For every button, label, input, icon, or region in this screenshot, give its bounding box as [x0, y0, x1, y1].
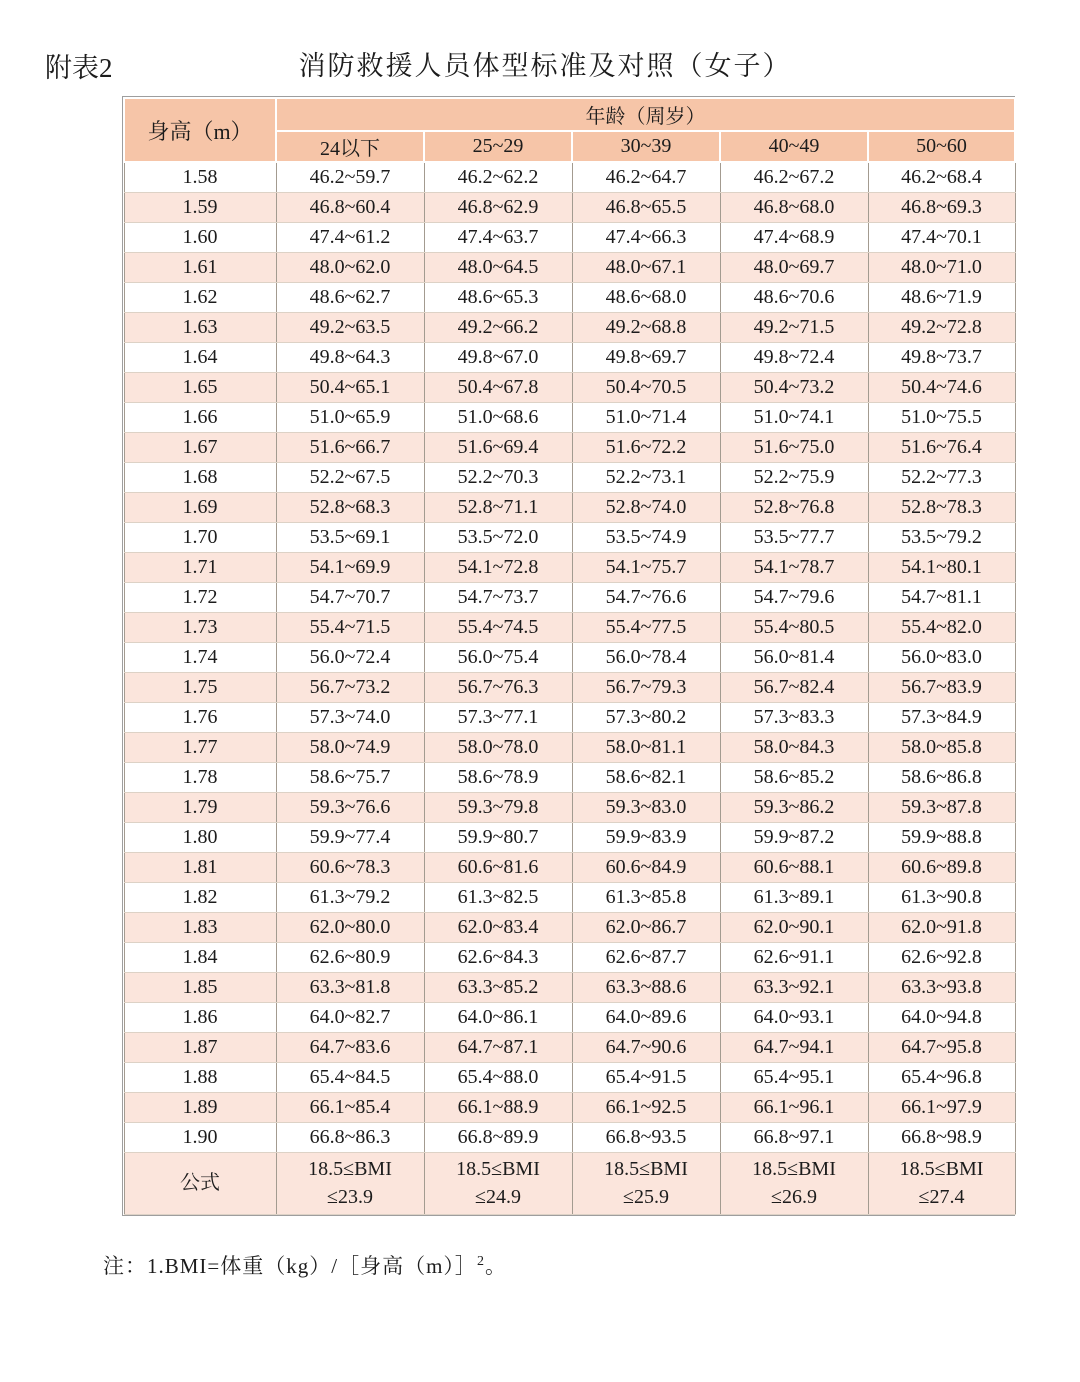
- weight-range-cell: 49.8~67.0: [424, 342, 572, 372]
- table-row: [124, 582, 1015, 612]
- weight-range-cell: 63.3~85.2: [424, 972, 572, 1002]
- weight-range-cell: 52.2~77.3: [868, 462, 1015, 492]
- weight-range-cell: 58.6~85.2: [720, 762, 868, 792]
- weight-range-cell: 49.8~69.7: [572, 342, 720, 372]
- height-cell: 1.66: [124, 402, 276, 432]
- weight-range-cell: 56.0~72.4: [276, 642, 424, 672]
- weight-range-cell: 47.4~63.7: [424, 222, 572, 252]
- weight-range-cell: 46.2~64.7: [572, 162, 720, 192]
- table-row: [124, 912, 1015, 942]
- table-row: [124, 402, 1015, 432]
- height-cell: 1.65: [124, 372, 276, 402]
- weight-range-cell: 66.1~97.9: [868, 1092, 1015, 1122]
- weight-range-cell: 65.4~91.5: [572, 1062, 720, 1092]
- weight-range-cell: 64.0~89.6: [572, 1002, 720, 1032]
- weight-range-cell: 57.3~80.2: [572, 702, 720, 732]
- weight-range-cell: 64.0~93.1: [720, 1002, 868, 1032]
- weight-range-cell: 48.0~67.1: [572, 252, 720, 282]
- table-row: [124, 822, 1015, 852]
- weight-range-cell: 55.4~82.0: [868, 612, 1015, 642]
- weight-range-cell: 53.5~69.1: [276, 522, 424, 552]
- height-column-header: 身高（m）: [124, 98, 276, 162]
- height-cell: 1.71: [124, 552, 276, 582]
- weight-range-cell: 46.8~65.5: [572, 192, 720, 222]
- weight-range-cell: 54.1~75.7: [572, 552, 720, 582]
- weight-range-cell: 62.0~91.8: [868, 912, 1015, 942]
- height-cell: 1.70: [124, 522, 276, 552]
- height-cell: 1.69: [124, 492, 276, 522]
- weight-range-cell: 57.3~83.3: [720, 702, 868, 732]
- weight-range-cell: 63.3~88.6: [572, 972, 720, 1002]
- weight-range-cell: 50.4~65.1: [276, 372, 424, 402]
- table-row: [124, 612, 1015, 642]
- weight-range-cell: 59.9~88.8: [868, 822, 1015, 852]
- weight-range-cell: 61.3~85.8: [572, 882, 720, 912]
- table-row: [124, 222, 1015, 252]
- height-cell: 1.59: [124, 192, 276, 222]
- height-cell: 1.84: [124, 942, 276, 972]
- weight-range-cell: 60.6~89.8: [868, 852, 1015, 882]
- weight-range-cell: 51.6~75.0: [720, 432, 868, 462]
- weight-range-cell: 47.4~70.1: [868, 222, 1015, 252]
- weight-range-cell: 54.1~80.1: [868, 552, 1015, 582]
- weight-range-cell: 55.4~77.5: [572, 612, 720, 642]
- weight-range-cell: 58.6~75.7: [276, 762, 424, 792]
- height-cell: 1.86: [124, 1002, 276, 1032]
- height-cell: 1.64: [124, 342, 276, 372]
- weight-range-cell: 50.4~67.8: [424, 372, 572, 402]
- age-column-header: 25~29: [424, 131, 572, 162]
- weight-range-cell: 53.5~77.7: [720, 522, 868, 552]
- weight-range-cell: 53.5~74.9: [572, 522, 720, 552]
- weight-range-cell: 58.0~81.1: [572, 732, 720, 762]
- weight-range-cell: 64.7~83.6: [276, 1032, 424, 1062]
- weight-range-cell: 66.8~89.9: [424, 1122, 572, 1152]
- weight-range-cell: 51.6~72.2: [572, 432, 720, 462]
- weight-range-cell: 48.6~68.0: [572, 282, 720, 312]
- weight-range-cell: 60.6~88.1: [720, 852, 868, 882]
- height-cell: 1.78: [124, 762, 276, 792]
- table-row: [124, 282, 1015, 312]
- weight-range-cell: 56.7~82.4: [720, 672, 868, 702]
- weight-range-cell: 59.9~83.9: [572, 822, 720, 852]
- weight-range-cell: 56.7~73.2: [276, 672, 424, 702]
- weight-range-cell: 61.3~89.1: [720, 882, 868, 912]
- weight-range-cell: 51.6~66.7: [276, 432, 424, 462]
- weight-range-cell: 54.7~79.6: [720, 582, 868, 612]
- footnote-superscript: 2: [476, 1253, 485, 1269]
- weight-range-cell: 60.6~81.6: [424, 852, 572, 882]
- weight-range-cell: 62.0~90.1: [720, 912, 868, 942]
- table-row: [124, 882, 1015, 912]
- weight-range-cell: 66.1~96.1: [720, 1092, 868, 1122]
- weight-range-cell: 62.0~80.0: [276, 912, 424, 942]
- weight-range-cell: 46.2~59.7: [276, 162, 424, 192]
- weight-range-cell: 59.3~87.8: [868, 792, 1015, 822]
- footnote: [103, 1250, 1080, 1280]
- weight-range-cell: 51.0~68.6: [424, 402, 572, 432]
- weight-range-cell: 49.8~72.4: [720, 342, 868, 372]
- weight-range-cell: 58.6~82.1: [572, 762, 720, 792]
- height-cell: 1.75: [124, 672, 276, 702]
- weight-range-cell: 46.8~60.4: [276, 192, 424, 222]
- height-cell: 1.68: [124, 462, 276, 492]
- weight-range-cell: 64.7~95.8: [868, 1032, 1015, 1062]
- weight-range-cell: 48.6~71.9: [868, 282, 1015, 312]
- weight-range-cell: 52.8~71.1: [424, 492, 572, 522]
- formula-cell: [276, 1152, 424, 1214]
- footnote-period: 。: [484, 1253, 507, 1278]
- appendix-label: 附表2: [45, 53, 113, 83]
- table-row: [124, 642, 1015, 672]
- weight-range-cell: 55.4~74.5: [424, 612, 572, 642]
- weight-range-cell: 50.4~73.2: [720, 372, 868, 402]
- weight-range-cell: 47.4~68.9: [720, 222, 868, 252]
- weight-range-cell: 62.0~86.7: [572, 912, 720, 942]
- header-row-top: [124, 98, 1015, 131]
- weight-range-cell: 51.0~74.1: [720, 402, 868, 432]
- height-cell: 1.61: [124, 252, 276, 282]
- weight-range-cell: 56.7~83.9: [868, 672, 1015, 702]
- table-row: [124, 372, 1015, 402]
- table-row: [124, 492, 1015, 522]
- table-body: [124, 162, 1015, 1214]
- formula-line1: 18.5≤BMI: [604, 1158, 688, 1180]
- table-row: [124, 432, 1015, 462]
- weight-range-cell: 52.2~75.9: [720, 462, 868, 492]
- weight-range-cell: 53.5~79.2: [868, 522, 1015, 552]
- weight-range-cell: 52.8~76.8: [720, 492, 868, 522]
- age-column-header: 24以下: [276, 131, 424, 162]
- formula-line2: ≤27.4: [918, 1186, 965, 1208]
- table-row: [124, 1122, 1015, 1152]
- weight-range-cell: 48.0~62.0: [276, 252, 424, 282]
- height-cell: 1.87: [124, 1032, 276, 1062]
- weight-range-cell: 66.1~88.9: [424, 1092, 572, 1122]
- weight-range-cell: 64.0~86.1: [424, 1002, 572, 1032]
- age-column-header: 50~60: [868, 131, 1015, 162]
- table-row: [124, 312, 1015, 342]
- weight-range-cell: 58.0~84.3: [720, 732, 868, 762]
- table-row: [124, 1092, 1015, 1122]
- height-cell: 1.85: [124, 972, 276, 1002]
- weight-range-cell: 46.2~68.4: [868, 162, 1015, 192]
- weight-range-cell: 49.2~71.5: [720, 312, 868, 342]
- weight-range-cell: 66.8~97.1: [720, 1122, 868, 1152]
- height-cell: 1.89: [124, 1092, 276, 1122]
- table-row: [124, 162, 1015, 192]
- height-cell: 1.83: [124, 912, 276, 942]
- table-row: [124, 852, 1015, 882]
- formula-line2: ≤23.9: [327, 1186, 373, 1208]
- weight-range-cell: 54.1~72.8: [424, 552, 572, 582]
- weight-range-cell: 66.1~92.5: [572, 1092, 720, 1122]
- weight-range-cell: 64.0~94.8: [868, 1002, 1015, 1032]
- weight-range-cell: 59.3~76.6: [276, 792, 424, 822]
- weight-range-cell: 52.2~67.5: [276, 462, 424, 492]
- weight-range-cell: 56.7~76.3: [424, 672, 572, 702]
- weight-range-cell: 63.3~92.1: [720, 972, 868, 1002]
- weight-range-cell: 46.2~62.2: [424, 162, 572, 192]
- height-cell: 1.74: [124, 642, 276, 672]
- weight-range-cell: 62.6~80.9: [276, 942, 424, 972]
- weight-range-cell: 55.4~71.5: [276, 612, 424, 642]
- table-row: [124, 792, 1015, 822]
- weight-range-cell: 61.3~82.5: [424, 882, 572, 912]
- weight-range-cell: 50.4~74.6: [868, 372, 1015, 402]
- age-column-header: 30~39: [572, 131, 720, 162]
- weight-range-cell: 52.2~73.1: [572, 462, 720, 492]
- weight-range-cell: 48.0~69.7: [720, 252, 868, 282]
- weight-range-cell: 58.6~78.9: [424, 762, 572, 792]
- weight-range-cell: 54.7~81.1: [868, 582, 1015, 612]
- weight-range-cell: 60.6~84.9: [572, 852, 720, 882]
- weight-range-cell: 56.0~81.4: [720, 642, 868, 672]
- height-cell: 1.60: [124, 222, 276, 252]
- height-cell: 1.79: [124, 792, 276, 822]
- weight-range-cell: 55.4~80.5: [720, 612, 868, 642]
- height-cell: 1.62: [124, 282, 276, 312]
- height-cell: 1.80: [124, 822, 276, 852]
- table-row: [124, 552, 1015, 582]
- weight-range-cell: 64.7~94.1: [720, 1032, 868, 1062]
- height-cell: 1.88: [124, 1062, 276, 1092]
- weight-range-cell: 48.6~70.6: [720, 282, 868, 312]
- table-row: [124, 942, 1015, 972]
- weight-range-cell: 54.7~70.7: [276, 582, 424, 612]
- weight-range-cell: 58.6~86.8: [868, 762, 1015, 792]
- weight-range-cell: 52.2~70.3: [424, 462, 572, 492]
- weight-range-cell: 49.8~64.3: [276, 342, 424, 372]
- weight-range-cell: 54.7~73.7: [424, 582, 572, 612]
- weight-range-cell: 46.8~62.9: [424, 192, 572, 222]
- weight-range-cell: 56.0~75.4: [424, 642, 572, 672]
- height-cell: 1.90: [124, 1122, 276, 1152]
- formula-cell: [868, 1152, 1015, 1214]
- weight-range-cell: 51.0~65.9: [276, 402, 424, 432]
- weight-range-cell: 48.6~62.7: [276, 282, 424, 312]
- weight-range-cell: 57.3~77.1: [424, 702, 572, 732]
- footnote-text: 注：1.BMI=体重（kg）/［身高（m）］: [103, 1253, 477, 1278]
- table-row: [124, 462, 1015, 492]
- weight-range-cell: 66.1~85.4: [276, 1092, 424, 1122]
- height-cell: 1.77: [124, 732, 276, 762]
- weight-range-cell: 63.3~81.8: [276, 972, 424, 1002]
- weight-range-cell: 64.7~90.6: [572, 1032, 720, 1062]
- formula-line2: ≤24.9: [475, 1186, 521, 1208]
- table-header: [124, 98, 1015, 162]
- bmi-standard-table: [123, 97, 1016, 1215]
- table-row: [124, 522, 1015, 552]
- weight-range-cell: 58.0~85.8: [868, 732, 1015, 762]
- table-row: [124, 762, 1015, 792]
- age-column-header: 40~49: [720, 131, 868, 162]
- weight-range-cell: 49.2~68.8: [572, 312, 720, 342]
- table-row: [124, 252, 1015, 282]
- height-cell: 1.72: [124, 582, 276, 612]
- weight-range-cell: 56.7~79.3: [572, 672, 720, 702]
- height-cell: 1.63: [124, 312, 276, 342]
- weight-range-cell: 61.3~79.2: [276, 882, 424, 912]
- weight-range-cell: 53.5~72.0: [424, 522, 572, 552]
- document-header: [0, 0, 1080, 96]
- weight-range-cell: 63.3~93.8: [868, 972, 1015, 1002]
- weight-range-cell: 60.6~78.3: [276, 852, 424, 882]
- table-row: [124, 672, 1015, 702]
- weight-range-cell: 49.2~66.2: [424, 312, 572, 342]
- weight-range-cell: 48.0~64.5: [424, 252, 572, 282]
- table-row: [124, 1062, 1015, 1092]
- formula-row: [124, 1152, 1015, 1214]
- table-row: [124, 732, 1015, 762]
- weight-range-cell: 58.0~74.9: [276, 732, 424, 762]
- weight-range-cell: 51.6~69.4: [424, 432, 572, 462]
- weight-range-cell: 59.3~86.2: [720, 792, 868, 822]
- weight-range-cell: 62.0~83.4: [424, 912, 572, 942]
- formula-cell: [572, 1152, 720, 1214]
- weight-range-cell: 47.4~61.2: [276, 222, 424, 252]
- height-cell: 1.58: [124, 162, 276, 192]
- formula-line1: 18.5≤BMI: [308, 1158, 392, 1180]
- table-row: [124, 192, 1015, 222]
- weight-range-cell: 50.4~70.5: [572, 372, 720, 402]
- table-row: [124, 702, 1015, 732]
- height-cell: 1.67: [124, 432, 276, 462]
- weight-range-cell: 65.4~88.0: [424, 1062, 572, 1092]
- weight-range-cell: 62.6~87.7: [572, 942, 720, 972]
- weight-range-cell: 46.2~67.2: [720, 162, 868, 192]
- weight-range-cell: 52.8~78.3: [868, 492, 1015, 522]
- weight-range-cell: 52.8~74.0: [572, 492, 720, 522]
- weight-range-cell: 61.3~90.8: [868, 882, 1015, 912]
- height-cell: 1.73: [124, 612, 276, 642]
- weight-range-cell: 66.8~93.5: [572, 1122, 720, 1152]
- weight-range-cell: 57.3~74.0: [276, 702, 424, 732]
- weight-range-cell: 51.6~76.4: [868, 432, 1015, 462]
- weight-range-cell: 52.8~68.3: [276, 492, 424, 522]
- weight-range-cell: 47.4~66.3: [572, 222, 720, 252]
- weight-range-cell: 59.9~87.2: [720, 822, 868, 852]
- weight-range-cell: 62.6~91.1: [720, 942, 868, 972]
- weight-range-cell: 48.0~71.0: [868, 252, 1015, 282]
- table-row: [124, 1002, 1015, 1032]
- formula-line1: 18.5≤BMI: [752, 1158, 836, 1180]
- table-container: [122, 96, 1015, 1216]
- weight-range-cell: 62.6~92.8: [868, 942, 1015, 972]
- table-row: [124, 1032, 1015, 1062]
- weight-range-cell: 59.3~83.0: [572, 792, 720, 822]
- table-row: [124, 342, 1015, 372]
- weight-range-cell: 64.0~82.7: [276, 1002, 424, 1032]
- weight-range-cell: 59.9~77.4: [276, 822, 424, 852]
- weight-range-cell: 54.1~69.9: [276, 552, 424, 582]
- formula-cell: [424, 1152, 572, 1214]
- weight-range-cell: 54.1~78.7: [720, 552, 868, 582]
- weight-range-cell: 65.4~96.8: [868, 1062, 1015, 1092]
- formula-line1: 18.5≤BMI: [899, 1158, 984, 1180]
- formula-line1: 18.5≤BMI: [456, 1158, 540, 1180]
- formula-line2: ≤25.9: [623, 1186, 669, 1208]
- weight-range-cell: 46.8~68.0: [720, 192, 868, 222]
- height-cell: 1.76: [124, 702, 276, 732]
- weight-range-cell: 65.4~95.1: [720, 1062, 868, 1092]
- height-cell: 1.81: [124, 852, 276, 882]
- weight-range-cell: 56.0~83.0: [868, 642, 1015, 672]
- age-group-header: 年龄（周岁）: [276, 98, 1015, 131]
- weight-range-cell: 49.2~63.5: [276, 312, 424, 342]
- weight-range-cell: 49.2~72.8: [868, 312, 1015, 342]
- weight-range-cell: 59.9~80.7: [424, 822, 572, 852]
- weight-range-cell: 48.6~65.3: [424, 282, 572, 312]
- weight-range-cell: 51.0~71.4: [572, 402, 720, 432]
- weight-range-cell: 49.8~73.7: [868, 342, 1015, 372]
- page-title: 消防救援人员体型标准及对照（女子）: [298, 51, 792, 81]
- formula-label-cell: 公式: [124, 1152, 276, 1214]
- weight-range-cell: 66.8~98.9: [868, 1122, 1015, 1152]
- weight-range-cell: 59.3~79.8: [424, 792, 572, 822]
- weight-range-cell: 64.7~87.1: [424, 1032, 572, 1062]
- weight-range-cell: 51.0~75.5: [868, 402, 1015, 432]
- formula-line2: ≤26.9: [771, 1186, 817, 1208]
- weight-range-cell: 54.7~76.6: [572, 582, 720, 612]
- weight-range-cell: 66.8~86.3: [276, 1122, 424, 1152]
- formula-cell: [720, 1152, 868, 1214]
- weight-range-cell: 56.0~78.4: [572, 642, 720, 672]
- weight-range-cell: 46.8~69.3: [868, 192, 1015, 222]
- table-row: [124, 972, 1015, 1002]
- weight-range-cell: 62.6~84.3: [424, 942, 572, 972]
- weight-range-cell: 65.4~84.5: [276, 1062, 424, 1092]
- weight-range-cell: 58.0~78.0: [424, 732, 572, 762]
- weight-range-cell: 57.3~84.9: [868, 702, 1015, 732]
- height-cell: 1.82: [124, 882, 276, 912]
